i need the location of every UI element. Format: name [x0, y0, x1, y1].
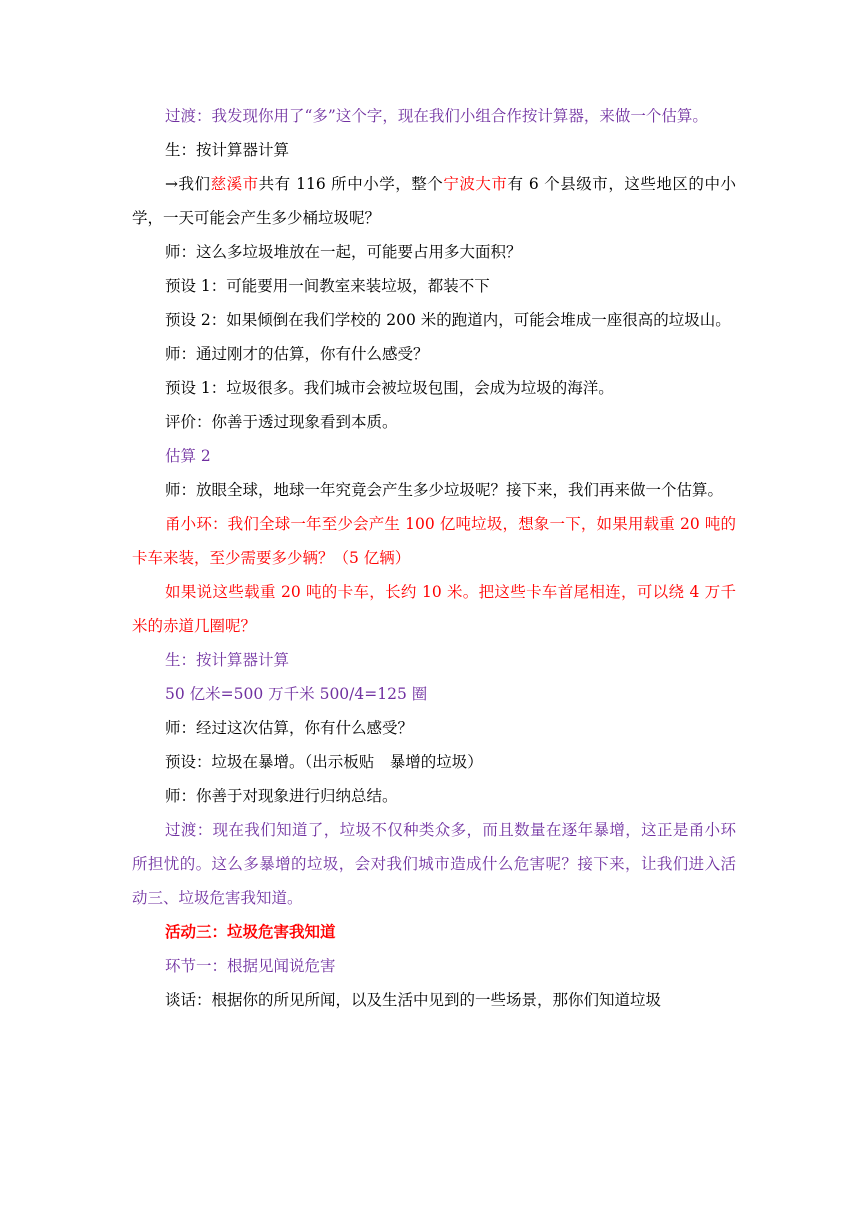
text-segment: →我们 — [165, 175, 211, 193]
place-name-cixi: 慈溪市 — [210, 175, 259, 193]
paragraph-transition-2: 过渡：现在我们知道了，垃圾不仅种类众多，而且数量在逐年暴增，这正是甬小环所担忧的。这么多暴增的垃圾，会对我们城市造成什么危害呢？接下来，让我们进入活动三、垃圾危害我知道。 — [132, 821, 736, 907]
paragraph-evaluation-2: 师：你善于对现象进行归纳总结。 — [165, 787, 398, 805]
heading-step-1: 环节一：根据见闻说危害 — [165, 957, 336, 975]
text-segment: 共有 116 所中小学，整个 — [258, 175, 444, 193]
paragraph-preset-1: 预设 1：可能要用一间教室来装垃圾，都装不下 — [165, 277, 490, 295]
paragraph-preset-surge: 预设：垃圾在暴增。（出示板贴 暴增的垃圾） — [165, 753, 483, 771]
paragraph-student-calc-1: 生：按计算器计算 — [165, 141, 290, 159]
paragraph-teacher-global: 师：放眼全球，地球一年究竟会产生多少垃圾呢？接下来，我们再来做一个估算。 — [165, 481, 724, 499]
paragraph-preset-2: 预设 2：如果倾倒在我们学校的 200 米的跑道内，可能会堆成一座很高的垃圾山。 — [165, 311, 731, 329]
document-body — [132, 99, 736, 1017]
place-name-ningbo: 宁波大市 — [443, 175, 508, 193]
paragraph-calc-result: 50 亿米=500 万千米 500/4=125 圈 — [165, 685, 428, 703]
paragraph-student-calc-2: 生：按计算器计算 — [165, 651, 290, 669]
paragraph-preset-feeling: 预设 1：垃圾很多。我们城市会被垃圾包围，会成为垃圾的海洋。 — [165, 379, 614, 397]
paragraph-truck-equator: 如果说这些载重 20 吨的卡车，长约 10 米。把这些卡车首尾相连，可以绕 4 万千米的赤道几圈呢？ — [132, 583, 736, 635]
paragraph-teacher-area: 师：这么多垃圾堆放在一起，可能要占用多大面积？ — [165, 243, 522, 261]
heading-activity-3: 活动三：垃圾危害我知道 — [165, 922, 336, 941]
paragraph-evaluation-1: 评价：你善于透过现象看到本质。 — [165, 413, 398, 431]
paragraph-school-count — [132, 167, 736, 235]
paragraph-yongxiaohuan-question: 甬小环：我们全球一年至少会产生 100 亿吨垃圾，想象一下，如果用载重 20 吨的卡车来装，至少需要多少辆？（5 亿辆） — [132, 515, 736, 567]
paragraph-transition-1: 过渡：我发现你用了“多”这个字，现在我们小组合作按计算器，来做一个估算。 — [165, 107, 708, 125]
heading-estimate-2: 估算 2 — [165, 447, 211, 465]
text-segment: 有 6 个县级市，这些地区的中小学，一天可能会产生多少桶垃圾呢？ — [132, 175, 736, 227]
paragraph-talk: 谈话：根据你的所见所闻，以及生活中见到的一些场景，那你们知道垃圾 — [165, 991, 662, 1009]
paragraph-teacher-feeling-2: 师：经过这次估算，你有什么感受？ — [165, 719, 414, 737]
paragraph-teacher-feeling: 师：通过刚才的估算，你有什么感受？ — [165, 345, 429, 363]
